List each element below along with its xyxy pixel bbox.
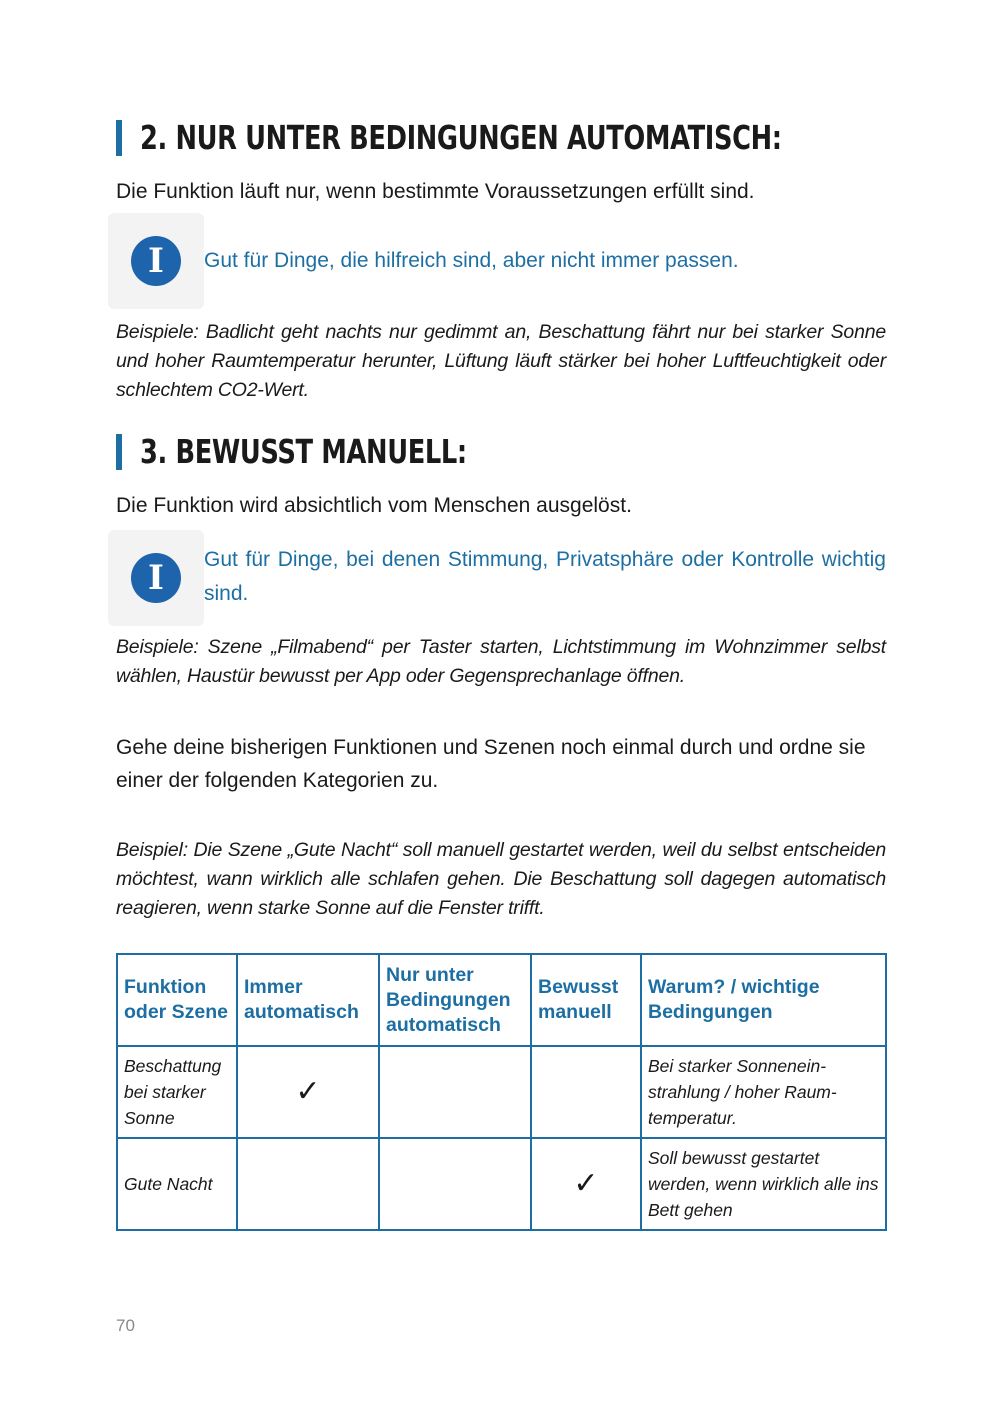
- info-icon-box: [108, 530, 204, 626]
- table-row: [117, 1046, 886, 1138]
- section2-heading: [116, 118, 963, 157]
- category-table: [116, 953, 887, 1231]
- section2-description: Die Funktion läuft nur, wenn bestimmte Voraussetzungen erfüllt sind.: [116, 180, 755, 203]
- section3-info-text: Gut für Dinge, bei denen Stimmung, Privatsphäre oder Kontrolle wichtig sind.: [204, 548, 886, 605]
- cell-function: Gute Nacht: [117, 1138, 237, 1230]
- header-manual: Bewusst manuell: [531, 954, 641, 1046]
- info-icon-box: [108, 213, 204, 309]
- check-icon: ✓: [237, 1046, 379, 1138]
- cell-why: Bei starker Sonnenein-strahlung / hoher Raum-temperatur.: [641, 1046, 886, 1138]
- header-conditional-auto: Nur unter Bedingungen automatisch: [379, 954, 531, 1046]
- section2-title: 2. NUR UNTER BEDINGUNGEN AUTOMATISCH:: [140, 118, 782, 157]
- section3-info-box: [108, 530, 886, 626]
- instruction-text: Gehe deine bisherigen Funktionen und Szenen noch einmal durch und ordne sie einer der folgenden Kategorien zu.: [116, 736, 866, 792]
- section2-info-box: [108, 213, 886, 309]
- cell-why: Soll bewusst gestartet werden, wenn wirklich alle ins Bett gehen: [641, 1138, 886, 1230]
- heading-accent-bar: [116, 434, 122, 470]
- example-note: Beispiel: Die Szene „Gute Nacht“ soll manuell gestartet werden, weil du selbst entscheiden möchtest, wann wirklich alle schlafen gehen. Die Beschattung soll dagegen automatisch reagieren, wenn starke Sonne auf die Fenster trifft.: [116, 839, 886, 919]
- header-why: Warum? / wichtige Bedingungen: [641, 954, 886, 1046]
- cell-conditional: [379, 1138, 531, 1230]
- table-header-row: [117, 954, 886, 1046]
- section3-title: 3. BEWUSST MANUELL:: [140, 432, 467, 471]
- info-icon: I: [131, 236, 181, 286]
- section2-info-text: Gut für Dinge, die hilfreich sind, aber nicht immer passen.: [204, 249, 739, 272]
- section2-examples: Beispiele: Badlicht geht nachts nur gedimmt an, Beschattung fährt nur bei starker Sonne und hoher Raumtemperatur herunter, Lüftung läuft stärker bei hoher Luftfeuchtigkeit oder schlechtem CO2-Wert.: [116, 321, 886, 401]
- cell-conditional: [379, 1046, 531, 1138]
- heading-accent-bar: [116, 120, 122, 156]
- info-icon: I: [131, 553, 181, 603]
- cell-manual: [531, 1046, 641, 1138]
- cell-function: Beschattung bei starker Sonne: [117, 1046, 237, 1138]
- section3-description: Die Funktion wird absichtlich vom Menschen ausgelöst.: [116, 494, 632, 517]
- header-always-auto: Immer automatisch: [237, 954, 379, 1046]
- section3-examples: Beispiele: Szene „Filmabend“ per Taster starten, Lichtstimmung im Wohnzimmer selbst wählen, Haustür bewusst per App oder Gegensprechanlage öffnen.: [116, 636, 886, 687]
- header-function: Funktion oder Szene: [117, 954, 237, 1046]
- table-row: [117, 1138, 886, 1230]
- section3-heading: [116, 432, 559, 471]
- page-number: 70: [116, 1316, 135, 1335]
- cell-always: [237, 1138, 379, 1230]
- check-icon: ✓: [531, 1138, 641, 1230]
